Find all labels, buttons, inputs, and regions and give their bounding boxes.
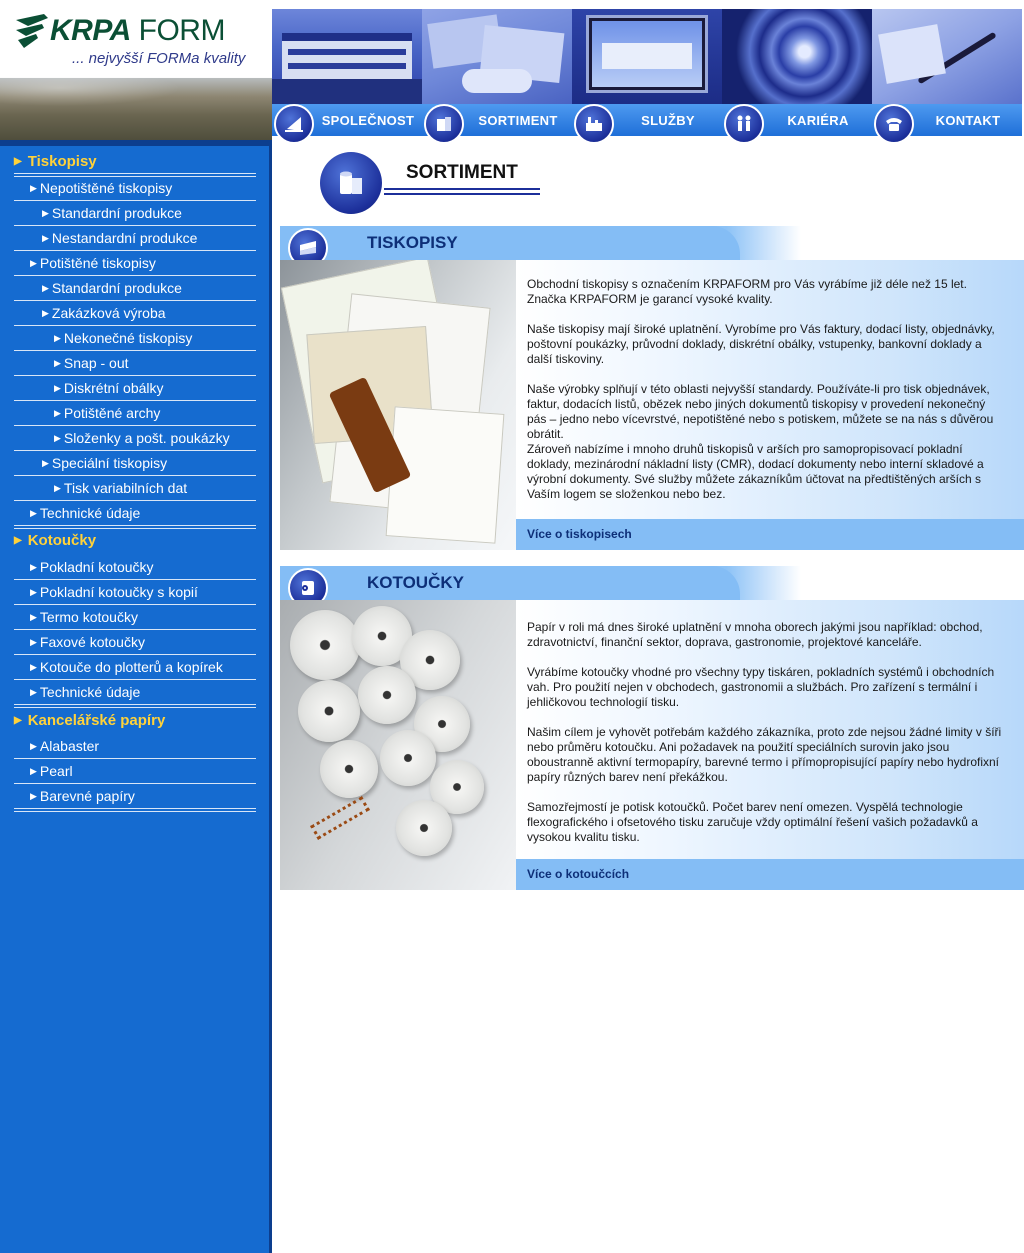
sidebar-category-kancelarske-papiry[interactable] [14,709,256,733]
section-kotoucky [280,566,1024,890]
nav-item-spolecnost[interactable] [272,9,422,140]
arrow-icon: ▶ [54,358,61,368]
arrow-icon: ▶ [42,233,49,243]
item-label: Barevné papíry [39,788,135,804]
paragraph: Obchodní tiskopisy s označením KRPAFORM pro Vás vyrábíme již déle než 15 let. Značka KRPAFORM je garancí vysoké kvality. [527,277,967,306]
arrow-icon: ▶ [30,741,37,751]
phone-icon [874,104,914,144]
site-header [0,0,1024,140]
logo-banner[interactable] [0,0,272,140]
sidebar-item[interactable] [14,401,256,426]
sidebar-item[interactable] [14,226,256,251]
arrow-icon: ▶ [54,483,61,493]
item-label: Technické údaje [39,505,141,521]
title-underline [384,188,540,190]
company-icon [274,104,314,144]
arrow-icon: ▶ [30,612,37,622]
paragraph: Papír v roli má dnes široké uplatnění v mnoha oborech jakými jsou například: obchod, zdravotnictví, finanční sektor, doprava, gastronomie, projektové kanceláře. [527,620,983,649]
sidebar-item[interactable] [14,655,256,680]
item-label: Alabaster [39,738,100,754]
arrow-icon: ▶ [14,535,22,546]
arrow-icon: ▶ [14,156,22,167]
sidebar-item[interactable] [14,605,256,630]
arrow-icon: ▶ [54,433,61,443]
paper-rolls-photo [422,9,572,104]
sidebar-item[interactable] [14,276,256,301]
arrow-icon: ▶ [54,333,61,343]
item-label: Standardní produkce [51,280,182,296]
divider [14,704,256,708]
paragraph: Našim cílem je vyhovět potřebám každého zákazníka, proto zde nejsou žádné limity v šíři nebo průměru kotoučku. Ani požadavek na použití speciálních surovin jako jsou oboustranně aktivní termopapíry, barevné termo i přímopropisující papíry nebo hydrofixní papíry různých barev není překážkou. [527,725,1002,784]
nav-label: SPOLEČNOST [321,113,415,128]
sidebar-item[interactable] [14,351,256,376]
paragraph: Naše tiskopisy mají široké uplatnění. Vyrobíme pro Vás faktury, dodací listy, objednávky, poštovní poukázky, průvodní doklady, diskrétní obálky, vstupenky, bankovní doklady a další tiskoviny. [527,322,995,366]
item-label: Faxové kotoučky [39,634,145,650]
section-text [527,277,1003,517]
section-title: TISKOPISY [367,233,458,252]
arrow-icon: ▶ [30,687,37,697]
item-label: Pokladní kotoučky s kopií [39,584,198,600]
products-icon [424,104,464,144]
item-label: Zakázková výroba [51,305,166,321]
title-underline [384,193,540,195]
item-label: Pearl [39,763,73,779]
arrow-icon: ▶ [30,637,37,647]
category-label: Tiskopisy [27,153,97,170]
arrow-icon: ▶ [42,458,49,468]
sidebar-item[interactable] [14,734,256,759]
item-label: Technické údaje [39,684,141,700]
building-photo [272,9,422,104]
products-icon [320,152,382,214]
factory-icon [574,104,614,144]
more-tiskopisy-link[interactable]: Více o tiskopisech [516,519,1024,550]
item-label: Pokladní kotoučky [39,559,154,575]
item-label: Speciální tiskopisy [51,455,168,471]
arrow-icon: ▶ [42,308,49,318]
page-title: SORTIMENT [406,162,518,183]
sidebar-item[interactable] [14,555,256,580]
item-label: Nekonečné tiskopisy [63,330,193,346]
sidebar-item[interactable] [14,759,256,784]
arrow-icon: ▶ [42,208,49,218]
nav-item-sortiment[interactable] [422,9,572,140]
section-text [527,620,1003,860]
page-heading [300,150,560,216]
section-tiskopisy [280,226,1024,550]
paragraph: Samozřejmostí je potisk kotoučků. Počet barev není omezen. Vyspělá technologie flexografického i ofsetového tisku zaručuje vždy optimální řešení vašich požadavků a vysokou kvalitu tisku. [527,800,978,844]
arrow-icon: ▶ [30,766,37,776]
section-body [516,260,1024,550]
more-kotoucky-link[interactable]: Více o kotoučcích [516,859,1024,890]
arrow-icon: ▶ [30,183,37,193]
item-label: Nepotištěné tiskopisy [39,180,173,196]
section-title: KOTOUČKY [367,573,464,592]
pen-on-paper-photo [872,9,1022,104]
nav-item-kontakt[interactable] [872,9,1022,140]
sidebar-item[interactable] [14,251,256,276]
item-label: Standardní produkce [51,205,182,221]
sidebar-item[interactable] [14,476,256,501]
sidebar-item[interactable] [14,176,256,201]
paper-rolls-photo [280,600,516,890]
sidebar-category-kotoucky[interactable] [14,529,256,553]
item-label: Nestandardní produkce [51,230,198,246]
arrow-icon: ▶ [30,587,37,597]
people-icon [724,104,764,144]
nav-item-kariera[interactable] [722,9,872,140]
logo-leaf-icon [14,12,50,52]
section-body [516,600,1024,890]
sidebar-item[interactable] [14,201,256,226]
arrow-icon: ▶ [30,258,37,268]
item-label: Složenky a pošt. poukázky [63,430,230,446]
sidebar-item[interactable] [14,630,256,655]
computer-monitor-photo [572,9,722,104]
divider [14,808,256,812]
item-label: Potištěné tiskopisy [39,255,156,271]
item-label: Kotouče do plotterů a kopírek [39,659,223,675]
sidebar-item[interactable] [14,301,256,326]
paragraph: Zároveň nabízíme i mnoho druhů tiskopisů v arších pro samopropisovací pokladní doklady, mezinárodní nákladní listy (CMR), dodací dokumenty nebo interní skladové a výrobní dokumenty. Své služby můžete zákazníkům účtovat na předtištěných arších s Vaším logem se složenkou nebo bez. [527,442,984,501]
logo-tagline: ... nejvyšší FORMa kvality [72,50,246,67]
item-label: Potištěné archy [63,405,161,421]
paragraph: Naše výrobky splňují v této oblasti nejvyšší standardy. Používáte-li pro tisk objednávek, faktur, dodacích listů, obězek nebo jiných dokumentů tiskopisy v provedení nekonečný pás – jedno nebo vícevrstvé, nepotištěné nebo s potiskem, můžete se na nás s důvěrou obrátit. [527,382,994,441]
arrow-icon: ▶ [30,662,37,672]
item-label: Tisk variabilních dat [63,480,188,496]
sidebar-top-border [0,140,272,146]
arrow-icon: ▶ [30,562,37,572]
sidebar-item[interactable] [14,580,256,605]
sidebar-item[interactable] [14,501,256,526]
arrow-icon: ▶ [54,408,61,418]
sidebar-item[interactable] [14,451,256,476]
item-label: Diskrétní obálky [63,380,164,396]
arrow-icon: ▶ [30,791,37,801]
business-forms-photo [280,260,516,550]
item-label: Termo kotoučky [39,609,138,625]
nav-label: SLUŽBY [641,113,695,128]
sidebar-item[interactable] [14,376,256,401]
mountain-landscape-image [0,78,272,140]
arrow-icon: ▶ [30,508,37,518]
category-label: Kancelářské papíry [27,712,166,729]
logo-wordmark: KRPA FORM [50,14,225,47]
sidebar-item[interactable] [14,680,256,705]
arrow-icon: ▶ [42,283,49,293]
sidebar-item[interactable] [14,326,256,351]
paragraph: Vyrábíme kotoučky vhodné pro všechny typy tiskáren, pokladních systémů i obchodních vah. Pro použití nejen v obchodech, gastronomii a službách. Pro zařízení s termální i jehličkovou technologií tisku. [527,665,995,709]
nav-label: SORTIMENT [478,113,558,128]
nav-label: KARIÉRA [787,113,849,128]
spiral-staircase-photo [722,9,872,104]
nav-label: KONTAKT [935,113,1001,128]
category-label: Kotoučky [27,532,97,549]
nav-item-sluzby[interactable] [572,9,722,140]
sidebar-item[interactable] [14,784,256,809]
sidebar-item[interactable] [14,426,256,451]
arrow-icon: ▶ [54,383,61,393]
arrow-icon: ▶ [14,715,22,726]
item-label: Snap - out [63,355,129,371]
main-navigation [272,9,1024,140]
sidebar-category-tiskopisy[interactable] [14,150,256,174]
